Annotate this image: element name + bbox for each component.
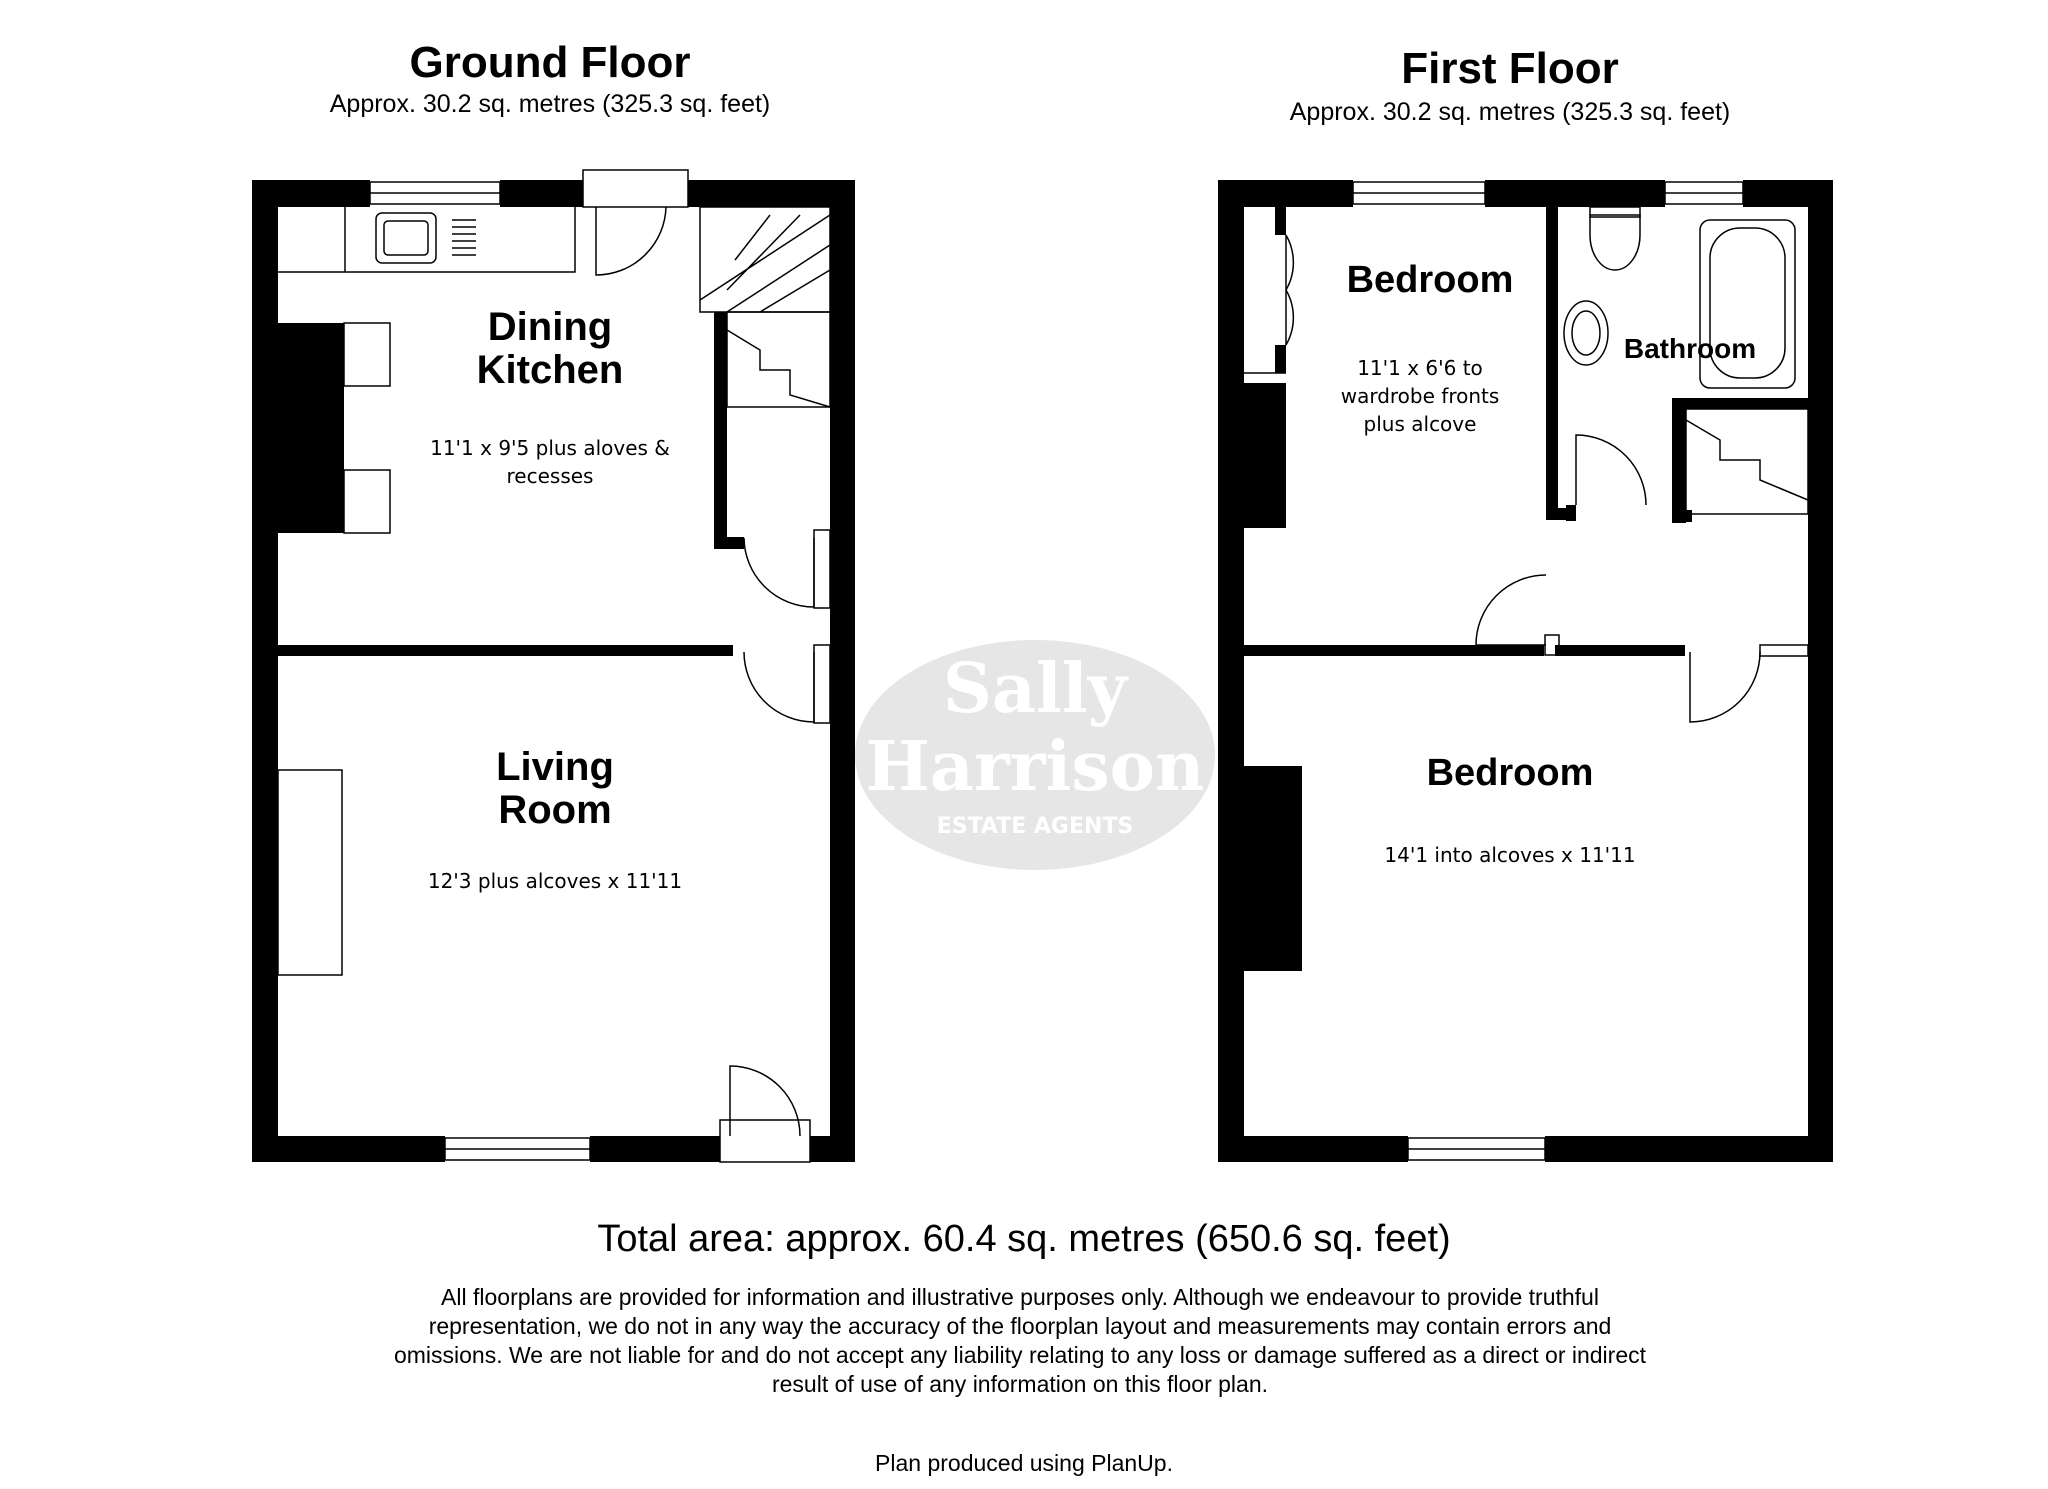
wall <box>1275 207 1286 235</box>
door-swing <box>1476 575 1546 645</box>
wall <box>714 312 727 547</box>
wall <box>1808 180 1833 1162</box>
staircase <box>1686 409 1808 514</box>
alcove-unit <box>344 323 390 386</box>
chimney-breast <box>1244 766 1302 971</box>
room-dimensions: 11'1 x 6'6 to <box>1357 356 1483 380</box>
wall <box>1546 207 1558 512</box>
room-dimensions: plus alcove <box>1363 412 1477 436</box>
room-dimensions: recesses <box>506 464 594 488</box>
chimney-breast <box>278 323 344 533</box>
wall <box>278 645 733 656</box>
toilet-icon <box>1590 215 1640 270</box>
wardrobe-doors <box>1286 235 1293 345</box>
room-dimensions: wardrobe fronts <box>1340 384 1500 408</box>
total-area: Total area: approx. 60.4 sq. metres (650.6 sq. feet) <box>597 1218 1451 1260</box>
door-swing <box>1690 652 1760 722</box>
watermark-logo <box>855 640 1215 870</box>
wall <box>1683 398 1808 409</box>
wall <box>830 180 855 1162</box>
wall <box>1485 180 1665 207</box>
stair-treads <box>700 215 830 312</box>
wall <box>500 180 583 207</box>
chimney-breast <box>1244 383 1286 528</box>
wall <box>1566 505 1576 521</box>
wall <box>1218 1136 1408 1162</box>
front-door <box>720 1120 810 1162</box>
wall <box>810 1136 855 1162</box>
watermark-line3: ESTATE AGENTS <box>936 814 1134 839</box>
room-name: Bedroom <box>1426 752 1594 794</box>
door-swing <box>744 652 814 722</box>
ground-floor-plan <box>252 170 855 1162</box>
wall <box>1546 508 1566 520</box>
room-dimensions: 11'1 x 9'5 plus aloves & <box>430 436 670 460</box>
first-floor-title: First Floor <box>1401 44 1619 93</box>
room-name: Bedroom <box>1346 259 1514 301</box>
wall <box>1244 645 1544 656</box>
back-door <box>583 170 688 207</box>
watermark-line2: Harrison <box>865 727 1205 807</box>
watermark-line1: Sally <box>942 649 1128 729</box>
wall <box>1275 345 1286 373</box>
room-dimensions: 14'1 into alcoves x 11'11 <box>1384 843 1636 867</box>
room-name: Room <box>498 788 612 832</box>
door-swing <box>744 538 814 607</box>
door-swing <box>1576 435 1646 505</box>
wall <box>1672 510 1692 522</box>
room-name: Bathroom <box>1623 333 1757 364</box>
wall <box>1672 398 1686 523</box>
door-swing <box>596 207 666 275</box>
wall <box>714 537 744 549</box>
stair-treads <box>1686 420 1808 500</box>
room-name: Living <box>496 745 614 789</box>
alcove-unit <box>344 470 390 533</box>
ground-floor-area: Approx. 30.2 sq. metres (325.3 sq. feet) <box>329 90 771 118</box>
wall <box>1545 1136 1833 1162</box>
disclaimer: All floorplans are provided for information and illustrative purposes only. Although we endeavour to provide truthful representation, we do not in any way the accuracy of the floorplan layout and measurements may contain errors and omissions. We are not liable for and do not accept any liability relating to any loss or damage suffered as a direct or indirect result of use of any information on this floor plan. <box>393 1284 1647 1397</box>
wall <box>1555 645 1685 656</box>
wall <box>1218 180 1244 1162</box>
room-name: Dining <box>487 305 613 349</box>
stair-winder <box>727 330 830 407</box>
staircase <box>700 207 830 312</box>
wall <box>590 1136 720 1162</box>
wall <box>252 180 278 1162</box>
wall <box>688 180 855 207</box>
room-name: Kitchen <box>476 348 624 392</box>
produced-by: Plan produced using PlanUp. <box>875 1450 1173 1476</box>
ground-floor-title: Ground Floor <box>409 38 691 87</box>
first-floor-plan <box>1218 180 1833 1162</box>
first-floor-area: Approx. 30.2 sq. metres (325.3 sq. feet) <box>1289 98 1731 126</box>
hearth <box>278 770 342 975</box>
room-dimensions: 12'3 plus alcoves x 11'11 <box>427 869 683 893</box>
counter <box>278 207 345 272</box>
wall <box>252 1136 445 1162</box>
